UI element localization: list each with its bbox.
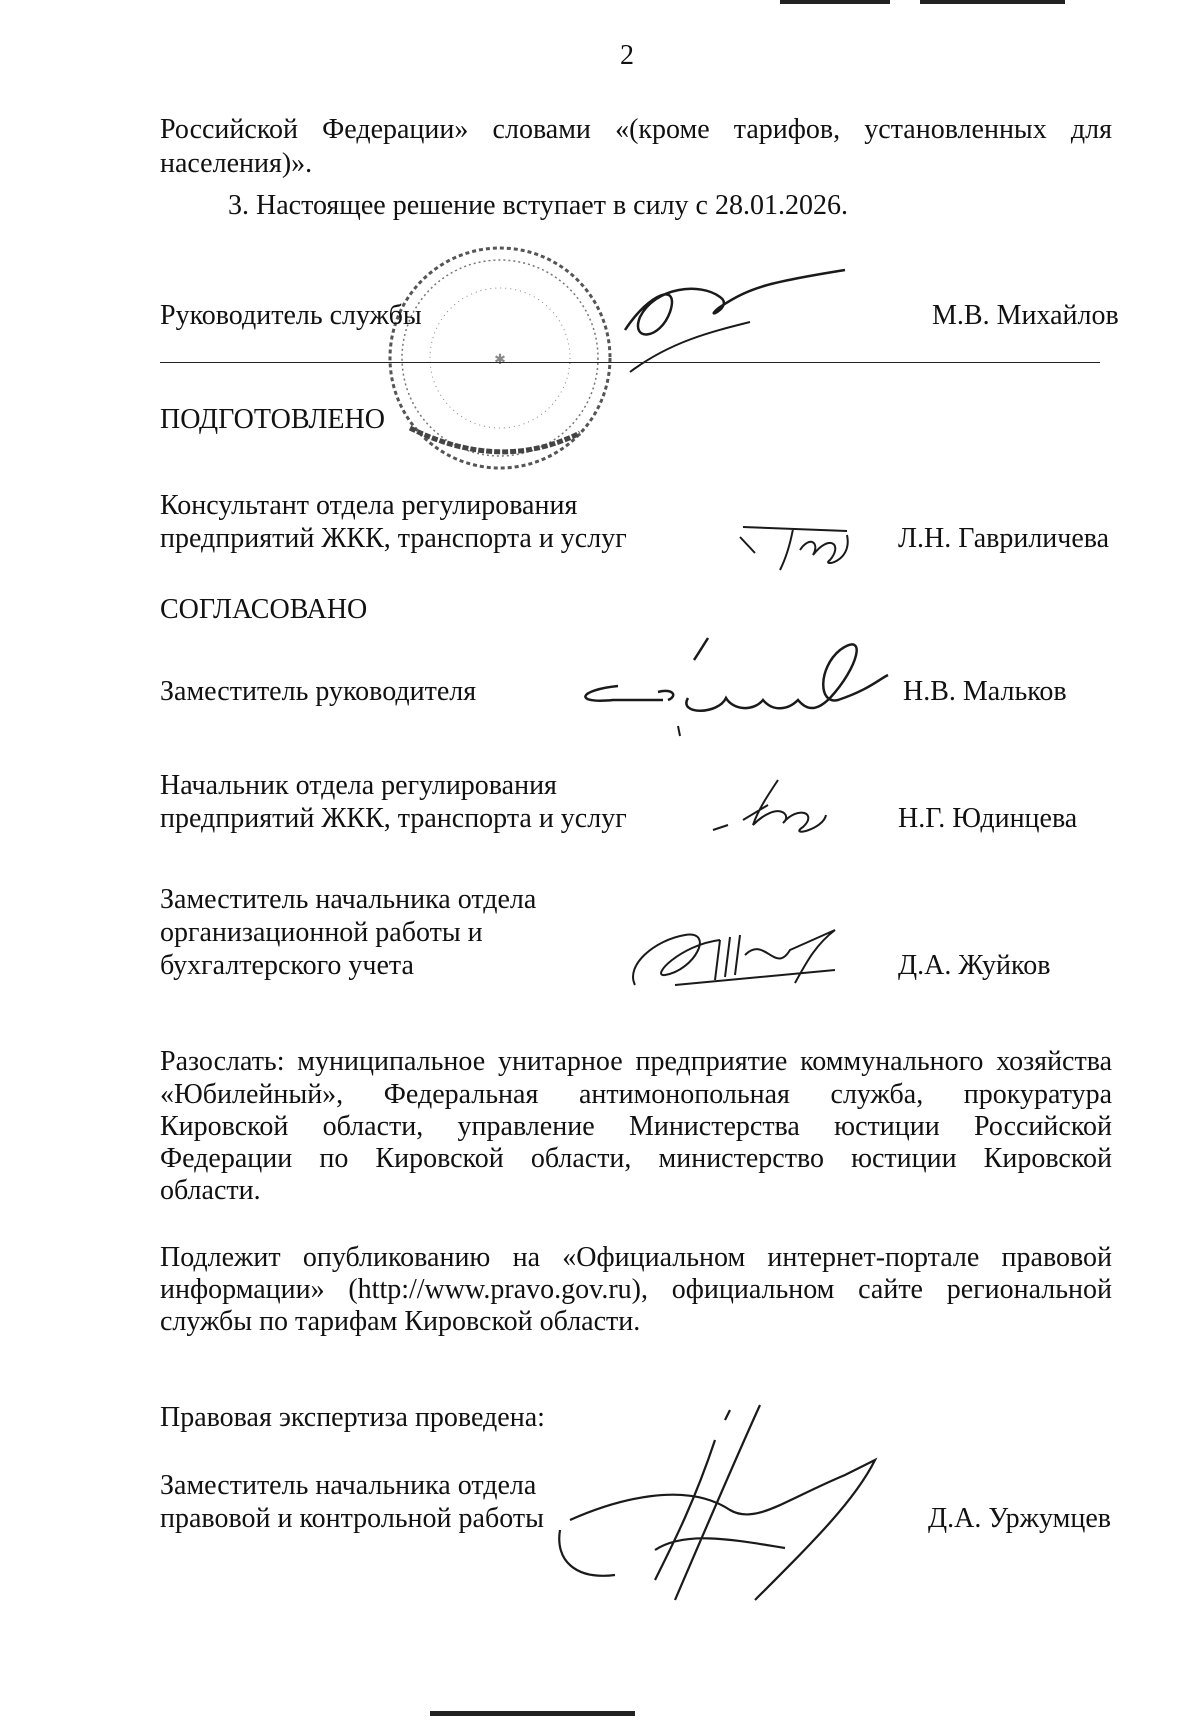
distribution-line-3: Кировской области, управление Министерства юстиции Российской [160, 1111, 1112, 1142]
prepared-position-line-2: предприятий ЖКК, транспорта и услуг [160, 523, 627, 554]
official-seal [380, 238, 620, 478]
prepared-position-line-1: Консультант отдела регулирования [160, 490, 578, 521]
publication-line-3: службы по тарифам Кировской области. [160, 1306, 641, 1337]
publication-line-2: информации» (http://www.pravo.gov.ru), официальном сайте региональной [160, 1274, 1112, 1305]
signer-3-position-line-1: Заместитель начальника отдела [160, 884, 537, 915]
intro-line-1: Российской Федерации» словами «(кроме тарифов, установленных для [160, 114, 1112, 145]
decision-item-3: 3. Настоящее решение вступает в силу с 28.01.2026. [228, 190, 848, 221]
signer-3-name: Д.А. Жуйков [898, 950, 1051, 981]
signer-3-position-line-2: организационной работы и [160, 917, 483, 948]
signer-1-name: Н.В. Мальков [903, 676, 1067, 707]
prepared-name: Л.Н. Гавриличева [898, 523, 1110, 554]
prepared-signature [735, 515, 865, 580]
signer-3-position-line-3: бухгалтерского учета [160, 950, 414, 981]
head-signature [610, 262, 860, 382]
signature-divider [160, 362, 1100, 363]
signer-2-position-line-1: Начальник отдела регулирования [160, 770, 557, 801]
page-number: 2 [620, 40, 634, 71]
head-name: М.В. Михайлов [932, 300, 1119, 331]
legal-review-name: Д.А. Уржумцев [928, 1503, 1112, 1534]
signer-1-position: Заместитель руководителя [160, 676, 477, 707]
publication-line-1: Подлежит опубликованию на «Официальном интернет-портале правовой [160, 1242, 1112, 1273]
legal-review-heading: Правовая экспертиза проведена: [160, 1402, 545, 1433]
legal-review-position-line-2: правовой и контрольной работы [160, 1503, 544, 1534]
intro-line-2: населения)». [160, 148, 313, 179]
legal-review-signature [555, 1400, 915, 1610]
signer-1-signature [568, 630, 898, 740]
signer-3-signature [625, 915, 855, 995]
svg-text:✱: ✱ [494, 352, 506, 368]
signer-2-name: Н.Г. Юдинцева [898, 803, 1078, 834]
distribution-line-4: Федерации по Кировской области, министерство юстиции Кировской [160, 1143, 1112, 1174]
distribution-line-1: Разослать: муниципальное унитарное предприятие коммунального хозяйства [160, 1046, 1112, 1077]
head-position: Руководитель службы [160, 300, 422, 331]
signer-2-signature [708, 775, 838, 845]
signer-2-position-line-2: предприятий ЖКК, транспорта и услуг [160, 803, 627, 834]
distribution-line-2: «Юбилейный», Федеральная антимонопольная служба, прокуратура [160, 1079, 1112, 1110]
legal-review-position-line-1: Заместитель начальника отдела [160, 1470, 537, 1501]
prepared-heading: ПОДГОТОВЛЕНО [160, 404, 385, 435]
agreed-heading: СОГЛАСОВАНО [160, 594, 368, 625]
distribution-line-5: области. [160, 1175, 261, 1206]
